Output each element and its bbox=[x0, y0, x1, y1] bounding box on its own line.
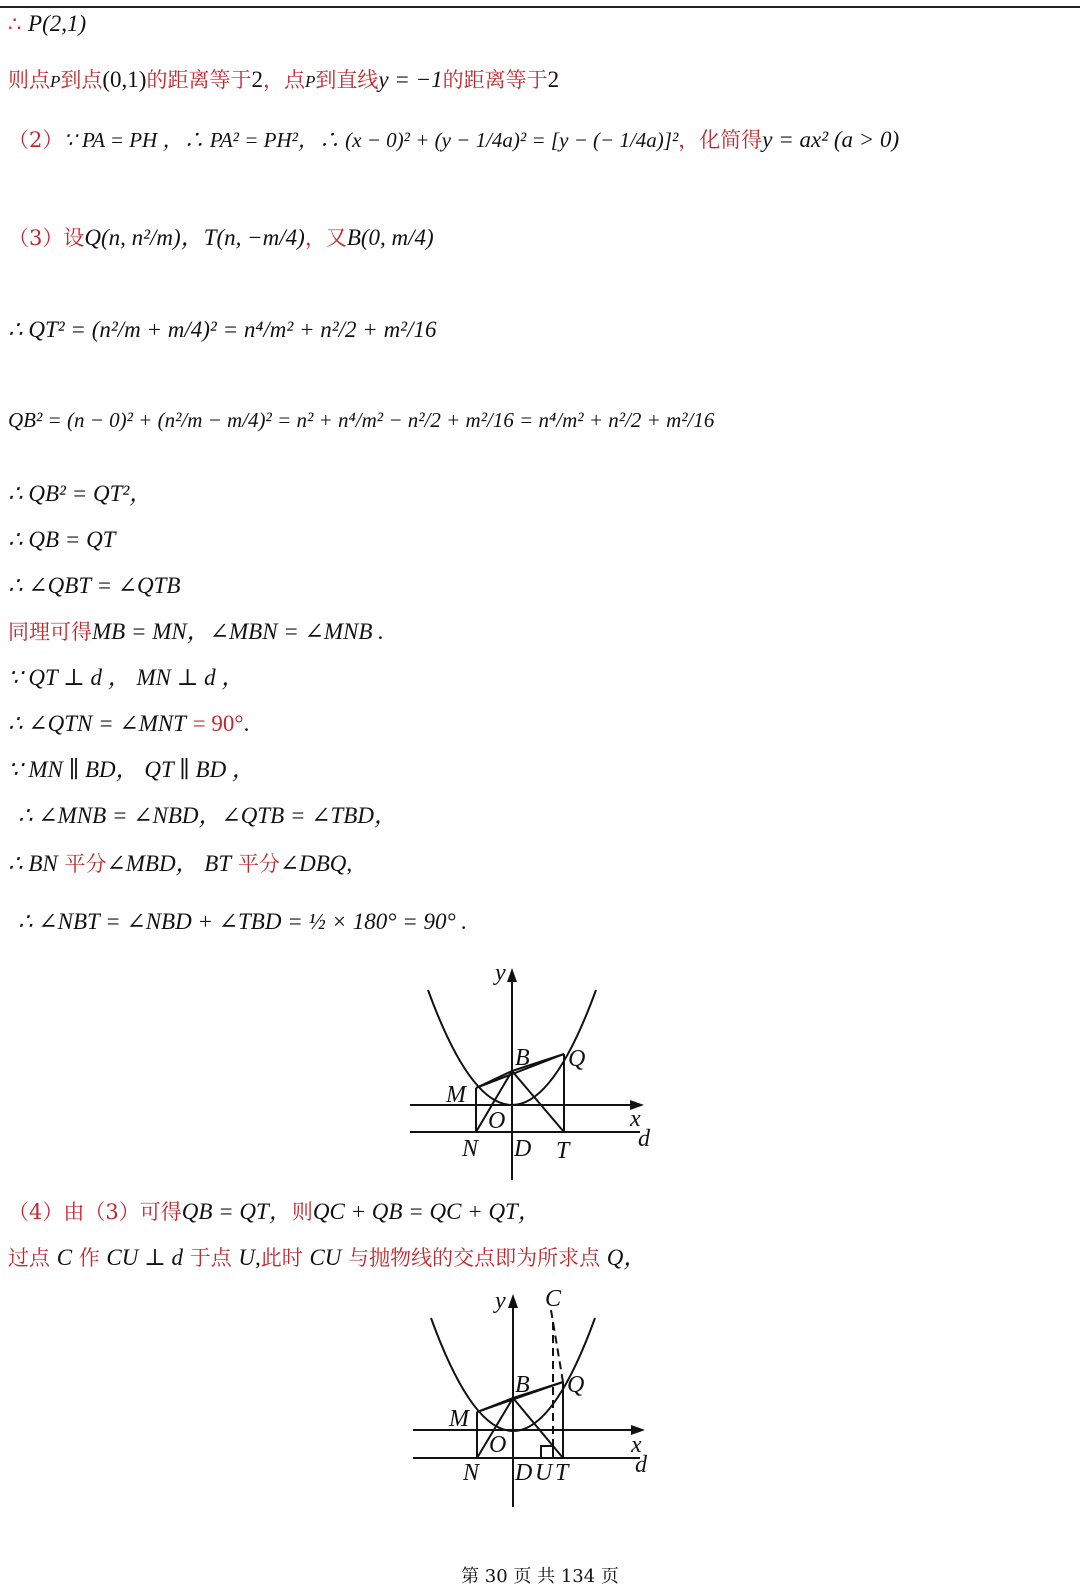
text-segment: 的距离等于 bbox=[442, 68, 548, 92]
segment-cq-dashed bbox=[551, 1310, 563, 1382]
label-d-point: D bbox=[514, 1136, 532, 1162]
line-step3 bbox=[8, 574, 180, 597]
text-segment: 平分 bbox=[64, 852, 107, 876]
label-y: y bbox=[495, 960, 506, 986]
line-step6 bbox=[8, 712, 249, 735]
label-x: x bbox=[631, 1432, 642, 1458]
step-text: ∵ MN ∥ BD， QT ∥ BD ， bbox=[8, 757, 255, 782]
step-text: ∴ ∠MNB = ∠NBD，∠QTB = ∠TBD， bbox=[18, 803, 397, 828]
label-u: U bbox=[535, 1460, 553, 1486]
step-text: = 90° bbox=[192, 711, 244, 736]
page-footer: 第 30 页 共 134 页 bbox=[461, 1566, 619, 1587]
segment-bt bbox=[513, 1398, 563, 1458]
line-step5 bbox=[8, 666, 244, 689]
label-b: B bbox=[515, 1045, 530, 1071]
y-axis-arrow-icon bbox=[507, 968, 517, 982]
line-part3 bbox=[8, 226, 434, 249]
label-q: Q bbox=[568, 1046, 586, 1072]
text-segment: 到点 bbox=[60, 68, 103, 92]
line-qb-squared bbox=[8, 410, 714, 431]
line-step2 bbox=[8, 528, 115, 551]
text-segment: 与抛物线的交点即为所求点 bbox=[348, 1246, 601, 1270]
line-part4-explain bbox=[8, 1246, 646, 1269]
line-step8 bbox=[18, 804, 397, 827]
step-text: CU bbox=[309, 1245, 342, 1270]
label-d: d bbox=[635, 1452, 647, 1478]
right-angle-mark bbox=[541, 1446, 553, 1458]
line-part2 bbox=[8, 128, 899, 151]
step-text: C bbox=[56, 1245, 73, 1270]
line-step10 bbox=[18, 910, 467, 933]
part3-point-b: B(0, m/4) bbox=[346, 225, 434, 250]
line-distance bbox=[8, 68, 559, 91]
therefore-symbol: ∴ bbox=[8, 12, 29, 36]
label-d: d bbox=[638, 1126, 650, 1152]
part3-points: Q(n, n²/m)，T(n, −m/4) bbox=[84, 225, 305, 250]
top-rule bbox=[0, 6, 1080, 8]
math-segment: (0,1) bbox=[102, 67, 147, 92]
label-t: T bbox=[556, 1138, 570, 1164]
line-step1 bbox=[8, 482, 152, 505]
step-text: ∠DBQ, bbox=[279, 851, 353, 876]
line-step7 bbox=[8, 758, 255, 781]
math-segment: P bbox=[304, 72, 316, 91]
math-segment: P bbox=[50, 72, 61, 91]
qt-squared-equation: ∴ QT² = (n²/m + m/4)² = n⁴/m² + n²/2 + m²/16 bbox=[8, 317, 437, 342]
label-b: B bbox=[515, 1372, 530, 1398]
label-n: N bbox=[463, 1460, 480, 1486]
step-text: MB = MN，∠MBN = ∠MNB . bbox=[92, 619, 384, 644]
step-text: . bbox=[243, 711, 250, 736]
part2-result: y = ax² (a > 0) bbox=[762, 127, 900, 152]
segment-mb bbox=[477, 1398, 513, 1412]
text-segment: 则 bbox=[291, 1200, 313, 1224]
line-step4 bbox=[8, 620, 384, 643]
text-segment: 的距离等于 bbox=[146, 68, 252, 92]
label-q: Q bbox=[567, 1372, 585, 1398]
label-m: M bbox=[449, 1406, 469, 1432]
line-step9 bbox=[8, 852, 352, 875]
step-text: U, bbox=[238, 1245, 261, 1270]
step-text: CU ⊥ d bbox=[106, 1245, 183, 1270]
text-segment: 到直线 bbox=[315, 68, 379, 92]
step-text: Q， bbox=[606, 1245, 647, 1270]
label-d-point: D bbox=[515, 1460, 533, 1486]
step-text: ∴ BN bbox=[8, 851, 58, 876]
step-text: QB = QT， bbox=[181, 1199, 292, 1224]
text-segment: 则点 bbox=[8, 68, 50, 92]
step-text: ∠MBD， BT bbox=[106, 851, 232, 876]
label-t: T bbox=[555, 1460, 569, 1486]
step-text: ∴ ∠NBT = ∠NBD + ∠TBD = ½ × 180° = 90° . bbox=[18, 909, 468, 934]
step-text: ∵ QT ⊥ d ， MN ⊥ d ， bbox=[8, 665, 245, 690]
y-axis-arrow-icon bbox=[508, 1294, 518, 1308]
text-segment: ，又 bbox=[304, 226, 347, 250]
label-y: y bbox=[495, 1288, 506, 1314]
segment-bt bbox=[512, 1071, 564, 1132]
step-text: ∴ ∠QBT = ∠QTB bbox=[8, 573, 181, 598]
label-o: O bbox=[489, 1432, 507, 1458]
text-segment: ，点 bbox=[262, 68, 305, 92]
label-c: C bbox=[545, 1286, 562, 1312]
line-p-coord bbox=[8, 12, 86, 35]
label-m: M bbox=[446, 1082, 466, 1108]
figure-2-diagram bbox=[405, 1282, 675, 1512]
text-segment: （4）由（3）可得 bbox=[8, 1200, 182, 1224]
math-segment: 2 bbox=[251, 67, 263, 92]
label-o: O bbox=[488, 1108, 506, 1134]
step-text: ∴ ∠QTN = ∠MNT bbox=[8, 711, 186, 736]
text-segment: 于点 bbox=[189, 1246, 232, 1270]
text-segment: 此时 bbox=[260, 1246, 303, 1270]
math-segment: y = −1 bbox=[378, 67, 443, 92]
text-segment: 过点 bbox=[8, 1246, 50, 1270]
step-text: ∴ QB² = QT²， bbox=[8, 481, 153, 506]
text-segment: ，化简得 bbox=[678, 128, 763, 152]
line-part4 bbox=[8, 1200, 541, 1223]
label-x: x bbox=[630, 1106, 641, 1132]
step-text: QC + QB = QC + QT， bbox=[312, 1199, 541, 1224]
text-segment: 平分 bbox=[237, 852, 280, 876]
figure-1-diagram bbox=[400, 960, 670, 1185]
label-n: N bbox=[462, 1136, 479, 1162]
p-coord: P(2,1) bbox=[28, 11, 87, 36]
text-segment: 同理可得 bbox=[8, 620, 92, 644]
part2-equation: ∵ PA = PH ，∴ PA² = PH²，∴ (x − 0)² + (y − 1/4a)² = [y − (− 1/4a)]² bbox=[63, 128, 679, 152]
text-segment: 作 bbox=[78, 1246, 100, 1270]
part-label: （3）设 bbox=[8, 226, 85, 250]
math-segment: 2 bbox=[547, 67, 560, 92]
qb-squared-equation: QB² = (n − 0)² + (n²/m − m/4)² = n² + n⁴/m² − n²/2 + m²/16 = n⁴/m² + n²/2 + m²/16 bbox=[8, 408, 715, 432]
step-text: ∴ QB = QT bbox=[8, 527, 116, 552]
part-label: （2） bbox=[8, 128, 64, 152]
line-qt-squared bbox=[8, 318, 436, 341]
